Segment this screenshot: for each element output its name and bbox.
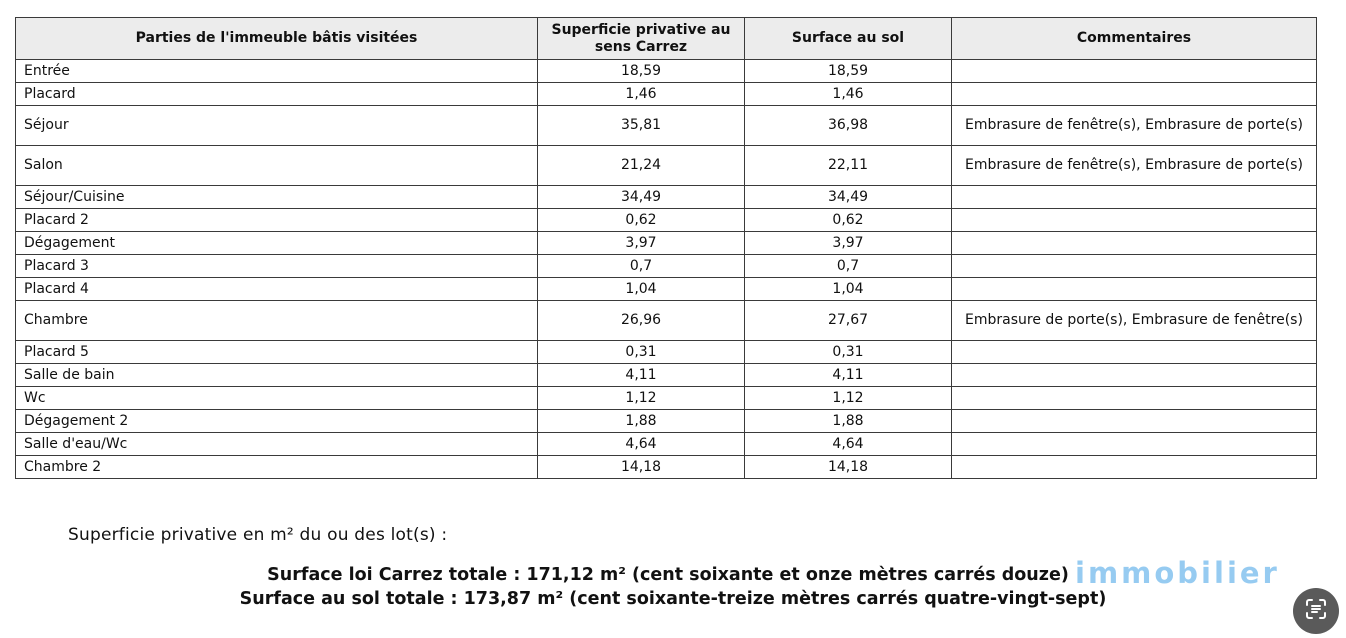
summary-label: Superficie privative en m² du ou des lot(s) : <box>68 525 448 545</box>
row-carrez: 1,46 <box>538 83 745 106</box>
row-carrez: 35,81 <box>538 106 745 146</box>
row-comment <box>952 410 1317 433</box>
row-part: Séjour <box>16 106 538 146</box>
row-carrez: 4,11 <box>538 364 745 387</box>
table-row <box>16 301 1317 341</box>
row-comment <box>952 255 1317 278</box>
row-sol: 0,31 <box>745 341 952 364</box>
table-row <box>16 186 1317 209</box>
table-row <box>16 232 1317 255</box>
row-comment: Embrasure de fenêtre(s), Embrasure de porte(s) <box>952 106 1317 146</box>
sol-total: Surface au sol totale : 173,87 m² (cent soixante-treize mètres carrés quatre-vingt-sept) <box>239 589 1107 609</box>
row-part: Séjour/Cuisine <box>16 186 538 209</box>
row-part: Salon <box>16 146 538 186</box>
header-comments: Commentaires <box>952 18 1317 60</box>
row-comment <box>952 387 1317 410</box>
text-scan-button[interactable] <box>1293 588 1339 634</box>
row-carrez: 14,18 <box>538 456 745 479</box>
row-sol: 27,67 <box>745 301 952 341</box>
row-carrez: 18,59 <box>538 60 745 83</box>
row-sol: 34,49 <box>745 186 952 209</box>
row-sol: 1,88 <box>745 410 952 433</box>
header-carrez: Superficie privative au sens Carrez <box>538 18 745 60</box>
row-comment <box>952 186 1317 209</box>
table-row <box>16 60 1317 83</box>
table-row <box>16 255 1317 278</box>
row-carrez: 1,04 <box>538 278 745 301</box>
row-part: Placard 3 <box>16 255 538 278</box>
row-carrez: 0,7 <box>538 255 745 278</box>
row-carrez: 0,31 <box>538 341 745 364</box>
row-sol: 14,18 <box>745 456 952 479</box>
row-carrez: 1,12 <box>538 387 745 410</box>
carrez-total: Surface loi Carrez totale : 171,12 m² (cent soixante et onze mètres carrés douze) <box>267 565 1069 585</box>
row-part: Placard <box>16 83 538 106</box>
surface-table <box>15 17 1317 479</box>
row-comment: Embrasure de porte(s), Embrasure de fenêtre(s) <box>952 301 1317 341</box>
row-sol: 0,62 <box>745 209 952 232</box>
row-comment: Embrasure de fenêtre(s), Embrasure de porte(s) <box>952 146 1317 186</box>
row-carrez: 4,64 <box>538 433 745 456</box>
row-part: Placard 5 <box>16 341 538 364</box>
row-comment <box>952 364 1317 387</box>
row-carrez: 0,62 <box>538 209 745 232</box>
row-sol: 3,97 <box>745 232 952 255</box>
table-row <box>16 456 1317 479</box>
table-body <box>16 60 1317 479</box>
header-sol: Surface au sol <box>745 18 952 60</box>
table-header-row <box>16 18 1317 60</box>
row-comment <box>952 232 1317 255</box>
row-sol: 18,59 <box>745 60 952 83</box>
row-sol: 36,98 <box>745 106 952 146</box>
row-comment <box>952 278 1317 301</box>
table-row <box>16 410 1317 433</box>
row-part: Salle de bain <box>16 364 538 387</box>
table-row <box>16 433 1317 456</box>
row-part: Dégagement <box>16 232 538 255</box>
row-sol: 1,04 <box>745 278 952 301</box>
text-scan-icon <box>1304 597 1328 625</box>
row-comment <box>952 209 1317 232</box>
row-part: Wc <box>16 387 538 410</box>
table-row <box>16 106 1317 146</box>
table-row <box>16 83 1317 106</box>
row-part: Chambre <box>16 301 538 341</box>
immobilier-watermark: immobilier <box>1075 556 1280 590</box>
row-comment <box>952 456 1317 479</box>
row-carrez: 21,24 <box>538 146 745 186</box>
row-part: Placard 4 <box>16 278 538 301</box>
row-comment <box>952 83 1317 106</box>
row-sol: 22,11 <box>745 146 952 186</box>
row-part: Placard 2 <box>16 209 538 232</box>
row-carrez: 3,97 <box>538 232 745 255</box>
header-part: Parties de l'immeuble bâtis visitées <box>16 18 538 60</box>
row-comment <box>952 341 1317 364</box>
table-row <box>16 387 1317 410</box>
table-row <box>16 364 1317 387</box>
row-sol: 4,64 <box>745 433 952 456</box>
row-carrez: 26,96 <box>538 301 745 341</box>
row-sol: 1,46 <box>745 83 952 106</box>
row-comment <box>952 433 1317 456</box>
row-part: Entrée <box>16 60 538 83</box>
row-part: Chambre 2 <box>16 456 538 479</box>
table-row <box>16 278 1317 301</box>
row-carrez: 34,49 <box>538 186 745 209</box>
table-row <box>16 209 1317 232</box>
row-carrez: 1,88 <box>538 410 745 433</box>
row-part: Dégagement 2 <box>16 410 538 433</box>
row-sol: 1,12 <box>745 387 952 410</box>
row-sol: 0,7 <box>745 255 952 278</box>
row-part: Salle d'eau/Wc <box>16 433 538 456</box>
table-row <box>16 146 1317 186</box>
table-row <box>16 341 1317 364</box>
row-comment <box>952 60 1317 83</box>
row-sol: 4,11 <box>745 364 952 387</box>
